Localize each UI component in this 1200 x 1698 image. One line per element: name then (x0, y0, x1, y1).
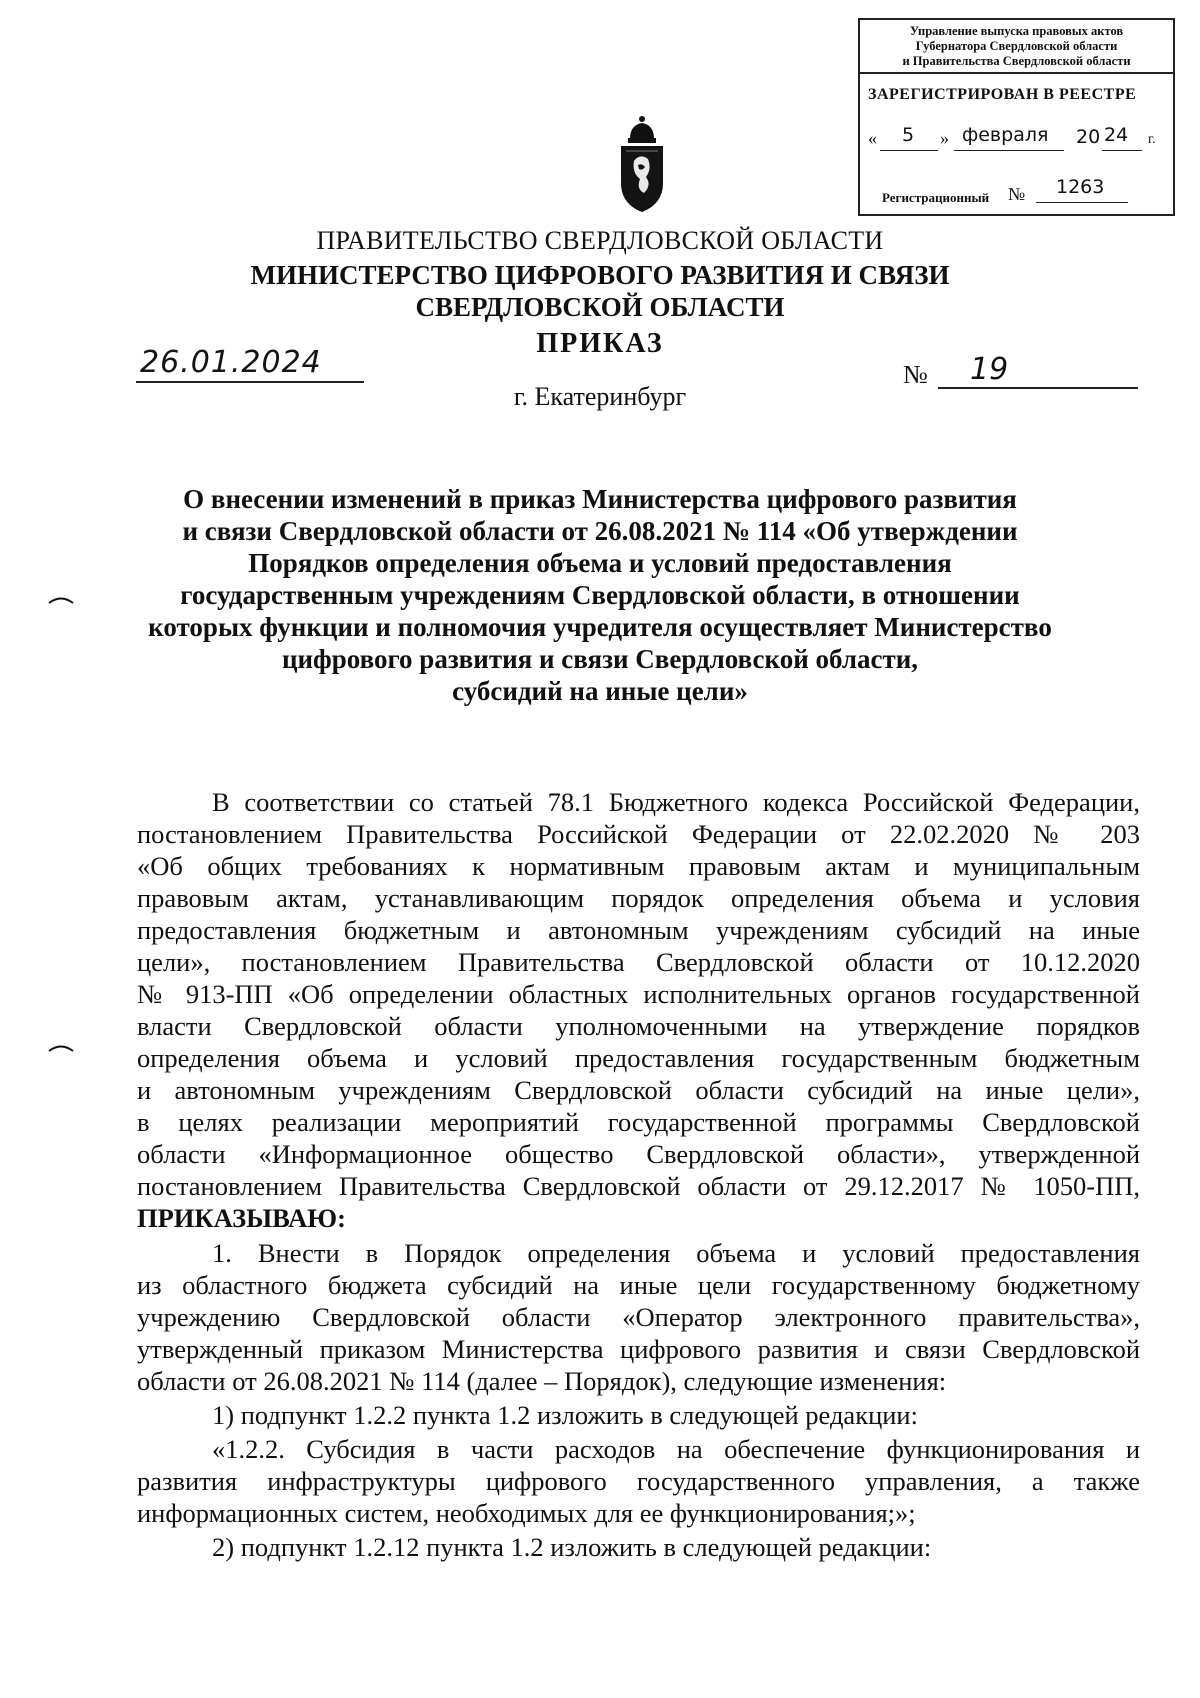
body-line: № 913-ПП «Об определении областных исполнительных органов государственной (137, 979, 1140, 1009)
government-name: ПРАВИТЕЛЬСТВО СВЕРДЛОВСКОЙ ОБЛАСТИ (316, 226, 884, 255)
stamp-reg-number: 1263 (1056, 176, 1105, 198)
body-line: 1) подпункт 1.2.2 пункта 1.2 изложить в следующей редакции: (212, 1400, 918, 1430)
ministry-name-line: СВЕРДЛОВСКОЙ ОБЛАСТИ (415, 292, 785, 322)
stamp-header-line: и Правительства Свердловской области (902, 54, 1131, 68)
title-line: О внесении изменений в приказ Министерства цифрового развития (183, 484, 1017, 514)
stamp-year-suffix: 24 (1104, 124, 1129, 146)
body-line: власти Свердловской области уполномоченными на утверждение порядков (137, 1011, 1140, 1041)
body-line: правовым актам, устанавливающим порядок определения объема и условия (137, 883, 1140, 913)
title-line: Порядков определения объема и условий предоставления (248, 548, 952, 578)
body-line: области «Информационное общество Свердловской области», утвержденной (137, 1139, 1140, 1169)
body-line: постановлением Правительства Свердловской области от 29.12.2017 № 1050-ПП, (137, 1171, 1140, 1201)
stamp-year-unit: г. (1148, 132, 1156, 147)
title-line: цифрового развития и связи Свердловской области, (281, 644, 919, 674)
stamp-header-line: Губернатора Свердловской области (915, 39, 1118, 53)
stamp-header (860, 20, 1173, 74)
number-sign: № (903, 360, 928, 389)
body-line: и автономным учреждениям Свердловской области субсидий на иные цели», (137, 1075, 1140, 1105)
handwritten-date: 26.01.2024 (140, 345, 322, 380)
body-line: из областного бюджета субсидий на иные цели государственному бюджетному (137, 1270, 1140, 1300)
body-line: 2) подпункт 1.2.12 пункта 1.2 изложить в следующей редакции: (212, 1532, 932, 1562)
order-keyword: ПРИКАЗЫВАЮ: (137, 1203, 346, 1233)
city: г. Екатеринбург (513, 382, 687, 411)
stamp-registered-label: ЗАРЕГИСТРИРОВАН В РЕЕСТРЕ (868, 86, 1137, 103)
title-line: государственным учреждениям Свердловской области, в отношении (180, 580, 1020, 610)
body-line: в целях реализации мероприятий государственной программы Свердловской (137, 1107, 1140, 1137)
margin-mark (48, 594, 74, 604)
body-line: утвержденный приказом Министерства цифрового развития и связи Свердловской (137, 1334, 1140, 1364)
body-line: области от 26.08.2021 № 114 (далее – Порядок), следующие изменения: (137, 1366, 947, 1396)
body-line: предоставления бюджетным и автономным учреждениям субсидий на иные (137, 915, 1140, 945)
stamp-number-sign: № (1008, 184, 1026, 204)
stamp-close-quote: » (940, 128, 949, 148)
ministry-name-line: МИНИСТЕРСТВО ЦИФРОВОГО РАЗВИТИЯ И СВЯЗИ (250, 260, 950, 290)
title-line: субсидий на иные цели» (452, 676, 748, 706)
body-line: определения объема и условий предоставления государственным бюджетным (137, 1043, 1140, 1073)
body-line: 1. Внести в Порядок определения объема и условий предоставления (212, 1238, 1140, 1268)
body-line: развития инфраструктуры цифрового государственного управления, а также (137, 1466, 1140, 1496)
stamp-header-line: Управление выпуска правовых актов (909, 24, 1124, 38)
body-line: информационных систем, необходимых для ее функционирования;»; (137, 1498, 916, 1528)
body-line: цели», постановлением Правительства Свердловской области от 10.12.2020 (137, 947, 1140, 977)
stamp-number-row (868, 176, 1168, 214)
margin-mark (48, 1042, 74, 1052)
stamp-day: 5 (902, 124, 915, 146)
stamp-reg-label: Регистрационный (882, 190, 990, 205)
stamp-year-prefix: 20 (1076, 126, 1101, 148)
handwritten-number: 19 (970, 352, 1009, 387)
stamp-month: февраля (962, 124, 1049, 146)
document-type: ПРИКАЗ (536, 328, 664, 359)
stamp-open-quote: « (868, 128, 877, 148)
title-line: которых функции и полномочия учредителя осуществляет Министерство (148, 612, 1052, 642)
registration-stamp (858, 18, 1175, 216)
coat-of-arms-icon (618, 113, 666, 213)
title-line: и связи Свердловской области от 26.08.2021 № 114 «Об утверждении (182, 516, 1018, 546)
body-line: учреждению Свердловской области «Оператор электронного правительства», (137, 1302, 1140, 1332)
stamp-date-row (868, 124, 1168, 156)
body-line: «1.2.2. Субсидия в части расходов на обеспечение функционирования и (212, 1434, 1140, 1464)
body-line: «Об общих требованиях к нормативным правовым актам и муниципальным (137, 851, 1140, 881)
body-line: В соответствии со статьей 78.1 Бюджетного кодекса Российской Федерации, (212, 787, 1140, 817)
body-line: постановлением Правительства Российской Федерации от 22.02.2020 № 203 (137, 819, 1140, 849)
